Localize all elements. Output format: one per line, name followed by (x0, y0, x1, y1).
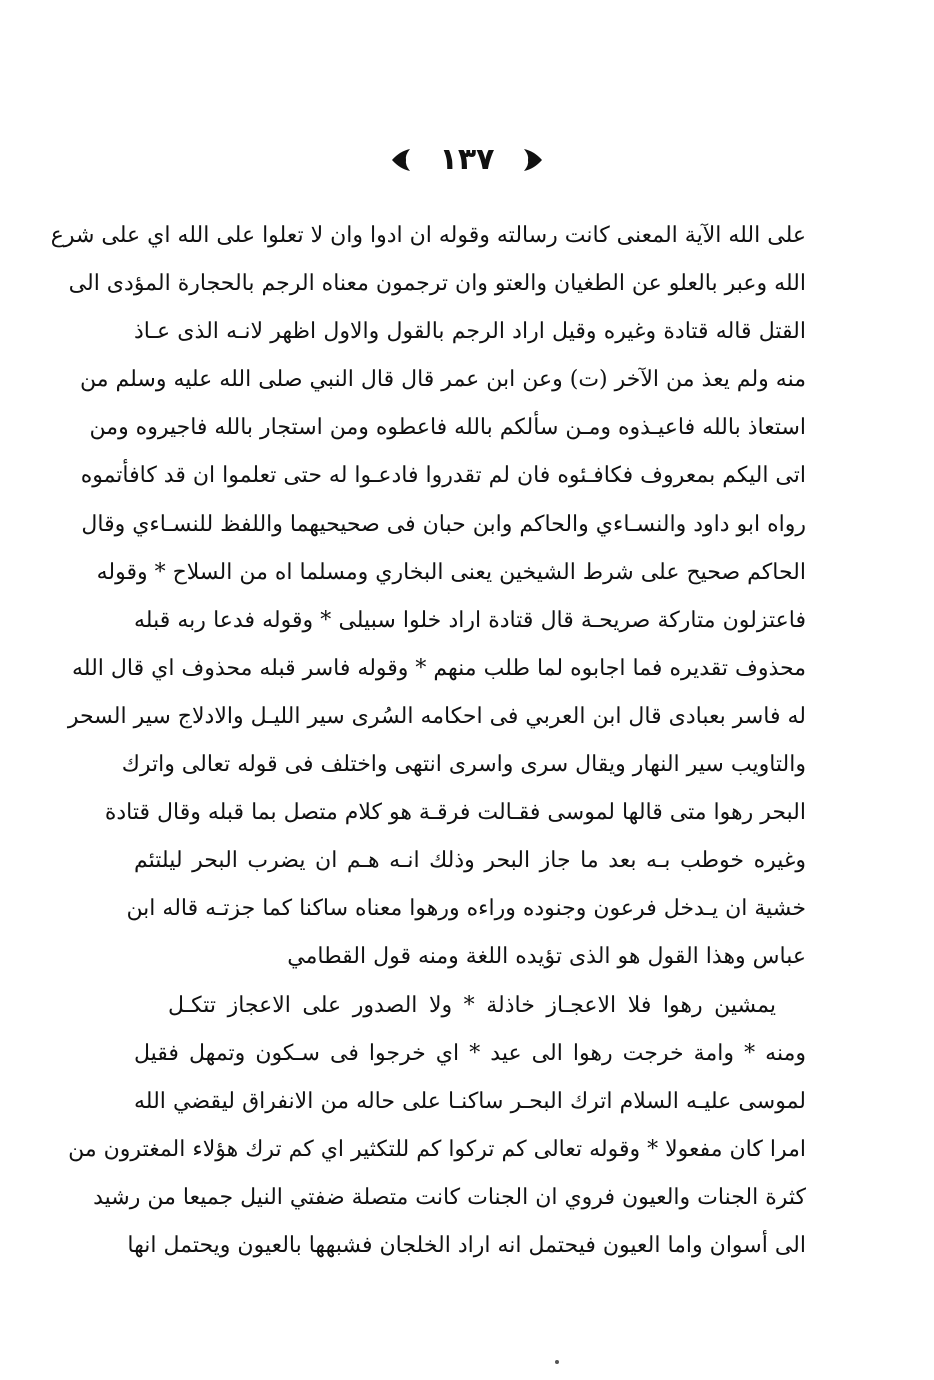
text-line: على الله الآية المعنى كانت رسالته وقوله ان ادوا وان لا تعلوا على الله اي على شرع (50, 223, 806, 248)
text-line: امرا كان مفعولا * وقوله تعالى كم تركوا كم للتكثير اي كم ترك هؤلاء المغترون من (68, 1136, 806, 1162)
text-line: كثرة الجنات والعيون فروي ان الجنات كانت متصلة ضفتي النيل جميعا من رشيد (93, 1184, 806, 1210)
page-number: ١٣٧ (439, 142, 495, 177)
text-line: الله وعبر بالعلو عن الطغيان والعتو وان ترجمون معناه الرجم بالحجارة المؤدى الى (68, 271, 806, 297)
text-line: والتاويب سير النهار ويقال سرى واسرى انتهى واختلف فى قوله تعالى واترك (121, 752, 806, 778)
page-header (0, 138, 934, 182)
text-line: القتل قاله قتادة وغيره وقيل اراد الرجم بالقول والاول اظهر لانـه الذى عـاذ (134, 319, 806, 345)
text-line: لموسى عليـه السلام اترك البحـر ساكنـا على حاله من الانفراق ليقضي الله (134, 1088, 806, 1114)
text-line: رواه ابو داود والنسـاءي والحاكم وابن حبان فى صحيحيهما واللفظ للنسـاءي وقال (81, 511, 806, 537)
body-text (50, 212, 806, 1270)
ornament-icon (518, 147, 544, 173)
text-line: ومنه * وامة خرجت رهوا الى عيد * اي خرجوا فى سـكون وتمهل فقيل (134, 1040, 806, 1066)
text-line: فاعتزلون متاركة صريحـة قال قتادة اراد خلوا سبيلى * وقوله فدعا ربه قبله (134, 607, 806, 633)
text-line: الحاكم صحيح على شرط الشيخين يعنى البخاري ومسلما اه من السلاح * وقوله (96, 559, 806, 585)
ornament-icon (390, 147, 416, 173)
text-line: وغيره خوطب بـه بعد ما جاز البحر وذلك انـه هـم ان يضرب البحر ليلتئم (134, 848, 806, 874)
text-line: البحر رهوا متى قالها لموسى فقـالت فرقـة هو كلام متصل بما قبله وقال قتادة (104, 800, 806, 826)
verse-line: يمشين رهوا فلا الاعجـاز خاذلة * ولا الصدور على الاعجاز تتكـل (168, 992, 776, 1018)
print-speck (555, 1360, 559, 1364)
text-line: استعاذ بالله فاعيـذوه ومـن سألكم بالله فاعطوه ومن استجار بالله فاجيروه ومن (89, 415, 806, 441)
text-line: له فاسر بعبادى قال ابن العربي فى احكامه السُرى سير الليـل والادلاج سير السحر (67, 703, 806, 729)
text-line: عباس وهذا القول هو الذى تؤيده اللغة ومنه قول القطامي (287, 944, 806, 970)
text-line: اتى اليكم بمعروف فكافـئوه فان لم تقدروا فادعـوا له حتى تعلموا ان قد كافأتموه (80, 463, 806, 489)
text-line: محذوف تقديره فما اجابوه لما طلب منهم * وقوله فاسر قبله محذوف اي قال الله (72, 655, 806, 681)
text-line: منه ولم يعذ من الآخر (ت) وعن ابن عمر قال قال النبي صلى الله عليه وسلم من (79, 367, 806, 393)
text-line: الى أسوان واما العيون فيحتمل انه اراد الخلجان فشبهها بالعيون ويحتمل انها (127, 1232, 806, 1258)
text-line: خشية ان يـدخل فرعون وجنوده وراءه ورهوا معناه ساكنا كما جزتـه قاله ابن (126, 896, 806, 922)
